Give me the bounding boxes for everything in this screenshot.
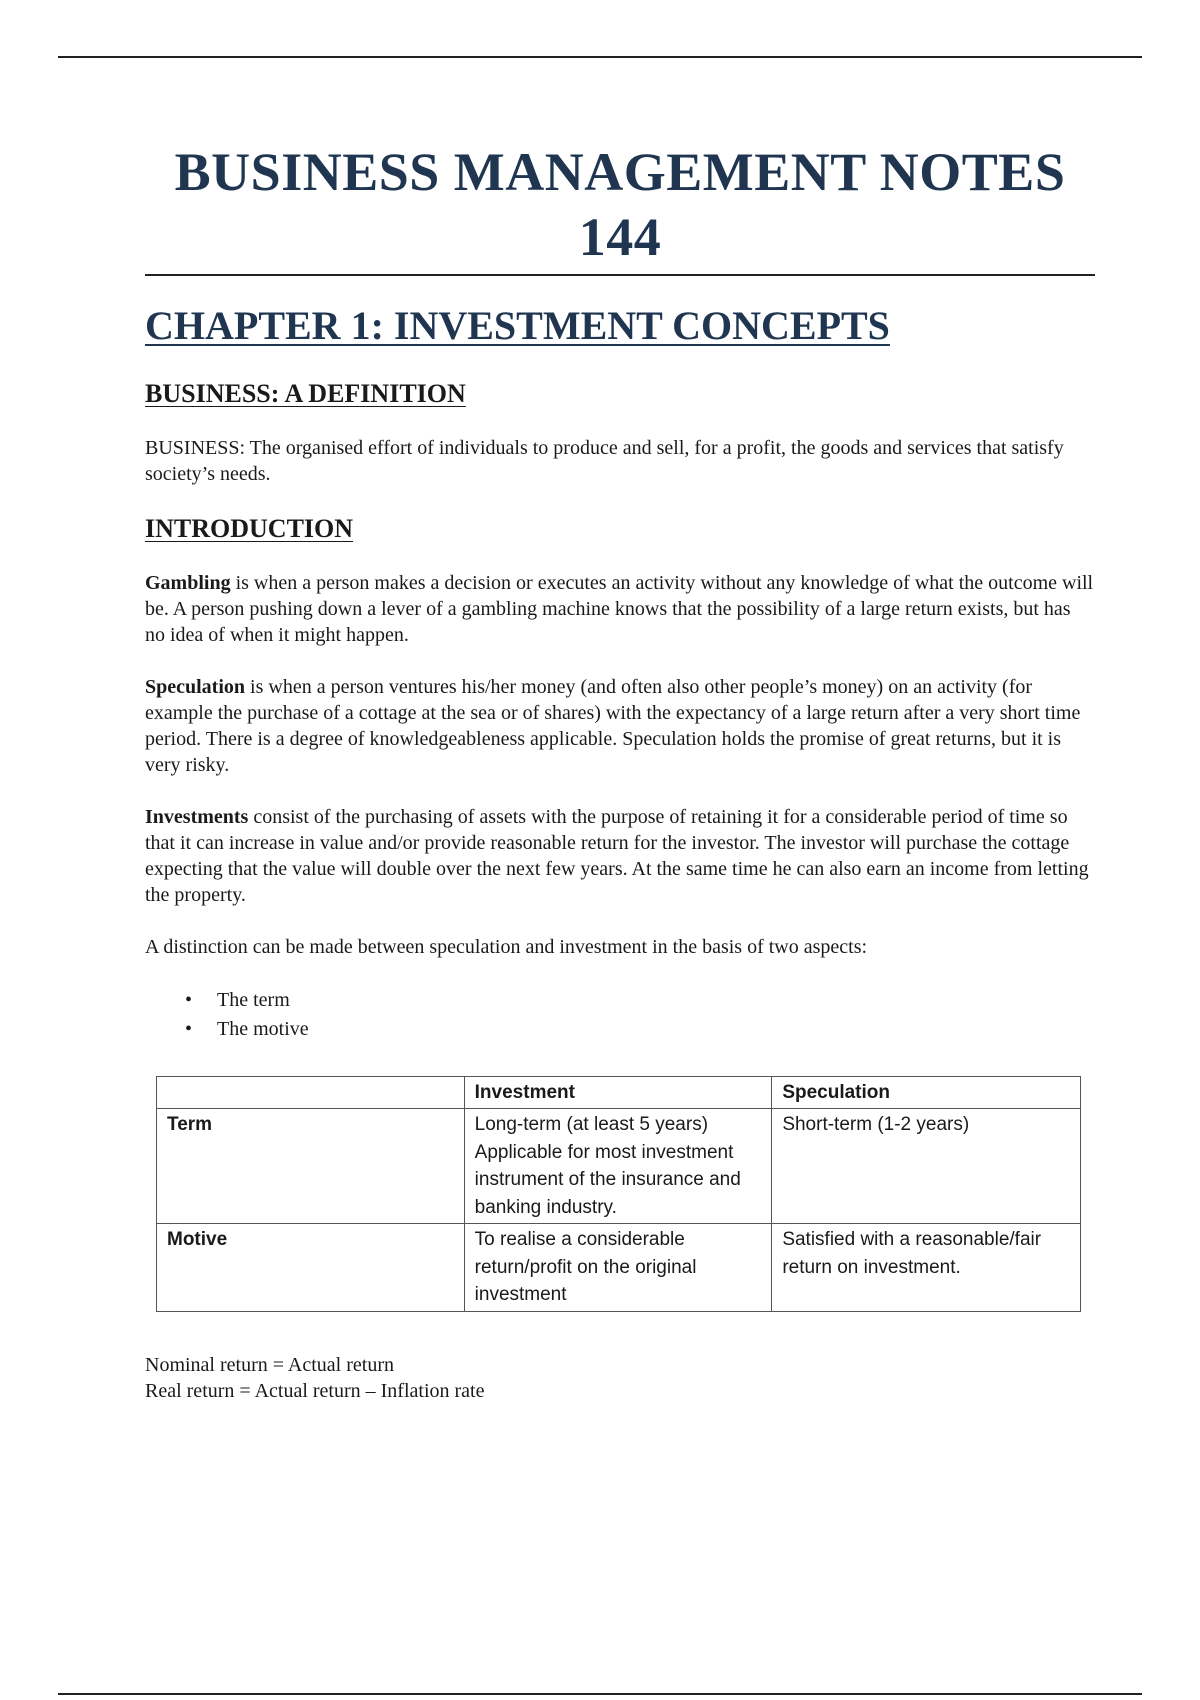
chapter-title: CHAPTER 1: INVESTMENT CONCEPTS xyxy=(145,302,890,348)
table-header-cell xyxy=(157,1076,465,1109)
gambling-term: Gambling xyxy=(145,571,231,594)
bullet-icon: • xyxy=(185,988,193,1011)
header-rule xyxy=(58,56,1142,58)
table-cell: Short-term (1-2 years) xyxy=(772,1109,1081,1224)
table-cell: Long-term (at least 5 years) Applicable for most investment instrument of the insurance and banking industry. xyxy=(464,1109,772,1224)
nominal-return-formula: Nominal return = Actual return xyxy=(145,1353,394,1376)
footer-rule xyxy=(58,1693,1142,1695)
aspects-list xyxy=(145,986,1095,1044)
investments-paragraph xyxy=(145,804,1095,908)
table-header-cell: Speculation xyxy=(772,1076,1081,1109)
table-header-row xyxy=(157,1076,1081,1109)
comparison-table xyxy=(156,1076,1081,1312)
table-header-cell: Investment xyxy=(464,1076,772,1109)
row-label: Term xyxy=(157,1109,465,1224)
section-heading-definition: BUSINESS: A DEFINITION xyxy=(145,378,466,408)
investments-term: Investments xyxy=(145,805,249,828)
speculation-term: Speculation xyxy=(145,675,246,698)
distinction-paragraph: A distinction can be made between speculation and investment in the basis of two aspects: xyxy=(145,935,868,958)
investments-text: consist of the purchasing of assets with the purpose of retaining it for a considerable period of time so that it can increase in value and/or provide reasonable return for the investor. The investor will purchase the cottage expecting that the value will double over the next few years. At the same time he can also earn an income from letting the property. xyxy=(145,805,1089,906)
table-row xyxy=(157,1224,1081,1312)
table-cell: Satisfied with a reasonable/fair return on investment. xyxy=(772,1224,1081,1312)
gambling-paragraph xyxy=(145,570,1095,648)
document-body xyxy=(145,140,1095,1404)
row-label: Motive xyxy=(157,1224,465,1312)
document-title: BUSINESS MANAGEMENT NOTES 144 xyxy=(145,140,1095,276)
business-definition-paragraph: BUSINESS: The organised effort of individuals to produce and sell, for a profit, the goods and services that satisfy society’s needs. xyxy=(145,436,1064,485)
real-return-formula: Real return = Actual return – Inflation rate xyxy=(145,1379,485,1402)
speculation-text: is when a person ventures his/her money (and often also other people’s money) on an activity (for example the purchase of a cottage at the sea or of shares) with the expectancy of a large return after a very short time period. There is a degree of knowledgeableness applicable. Speculation holds the promise of great returns, but it is very risky. xyxy=(145,675,1081,776)
list-item: • The motive xyxy=(145,1015,1095,1044)
bullet-icon: • xyxy=(185,1017,193,1040)
section-heading-introduction: INTRODUCTION xyxy=(145,513,354,543)
list-item: • The term xyxy=(145,986,1095,1015)
gambling-text: is when a person makes a decision or executes an activity without any knowledge of what the outcome will be. A person pushing down a lever of a gambling machine knows that the possibility of a large return exists, but has no idea of when it might happen. xyxy=(145,571,1094,646)
table-row xyxy=(157,1109,1081,1224)
speculation-paragraph xyxy=(145,674,1095,778)
table-cell: To realise a considerable return/profit on the original investment xyxy=(464,1224,772,1312)
